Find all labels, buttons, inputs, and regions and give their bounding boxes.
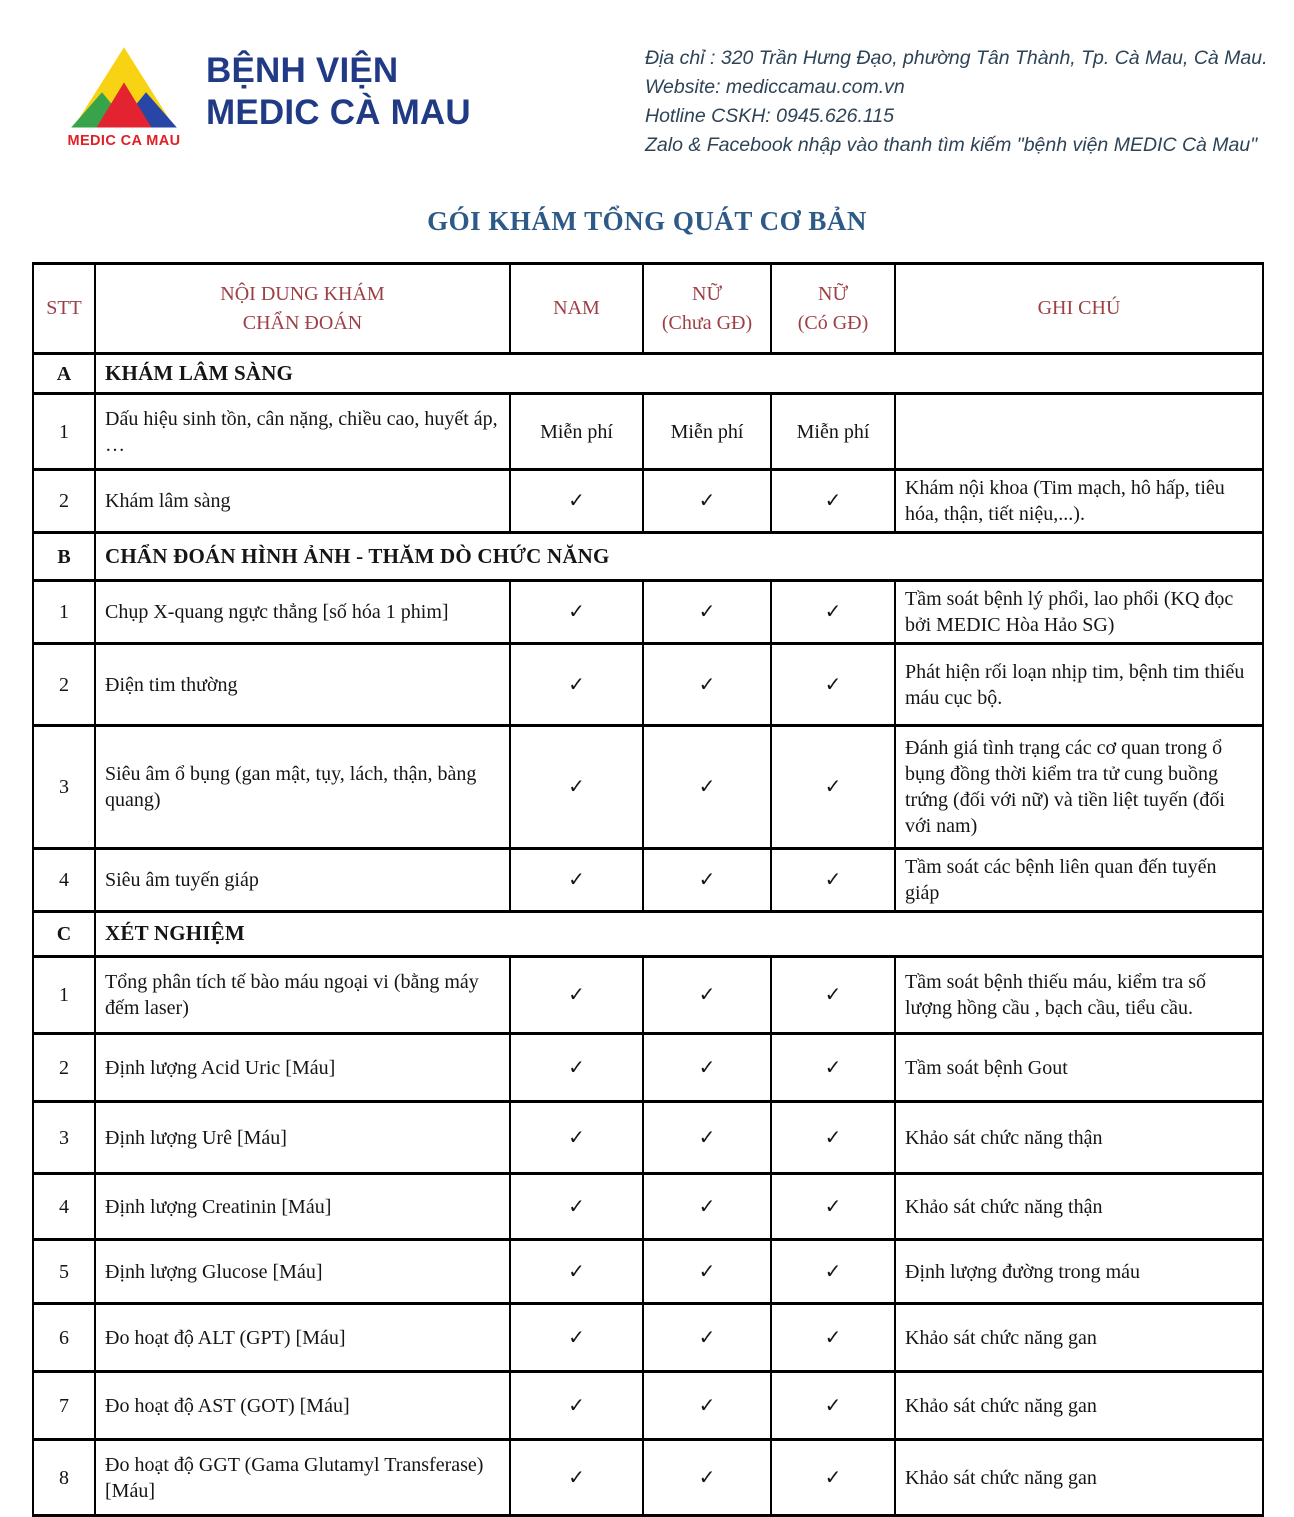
nu-married-cell: ✓ xyxy=(771,1174,895,1240)
nu-single-cell: ✓ xyxy=(643,1240,771,1304)
nam-cell: ✓ xyxy=(510,1372,643,1440)
stt-cell: 6 xyxy=(33,1304,95,1372)
table-row xyxy=(33,1034,1263,1102)
nu-married-cell: ✓ xyxy=(771,470,895,533)
note-cell: Khảo sát chức năng gan xyxy=(895,1440,1263,1516)
nu-married-cell: ✓ xyxy=(771,1372,895,1440)
stt-cell: 4 xyxy=(33,849,95,912)
note-cell: Khảo sát chức năng gan xyxy=(895,1304,1263,1372)
section-letter: A xyxy=(33,354,95,394)
section-row xyxy=(33,533,1263,581)
nam-cell: ✓ xyxy=(510,581,643,644)
note-cell: Phát hiện rối loạn nhịp tim, bệnh tim thiếu máu cục bộ. xyxy=(895,644,1263,726)
table-row xyxy=(33,470,1263,533)
col-header-nu-married xyxy=(771,264,895,354)
nu-married-cell: ✓ xyxy=(771,1240,895,1304)
nam-cell: ✓ xyxy=(510,644,643,726)
nu-married-cell: ✓ xyxy=(771,849,895,912)
nu-married-cell: ✓ xyxy=(771,581,895,644)
content-cell: Khám lâm sàng xyxy=(95,470,510,533)
nu-single-cell: ✓ xyxy=(643,1440,771,1516)
page-title: GÓI KHÁM TỔNG QUÁT CƠ BẢN xyxy=(427,206,867,236)
contact-address: Địa chỉ : 320 Trần Hưng Đạo, phường Tân Thành, Tp. Cà Mau, Cà Mau. xyxy=(645,47,1268,69)
content-cell: Siêu âm tuyến giáp xyxy=(95,849,510,912)
table-row xyxy=(33,726,1263,849)
content-cell: Tổng phân tích tế bào máu ngoại vi (bằng máy đếm laser) xyxy=(95,957,510,1034)
stt-cell: 2 xyxy=(33,470,95,533)
hospital-logo xyxy=(56,46,192,149)
logo-triangle-icon xyxy=(69,46,179,132)
note-cell: Khảo sát chức năng thận xyxy=(895,1174,1263,1240)
table-row xyxy=(33,1304,1263,1372)
nu-single-cell: ✓ xyxy=(643,1304,771,1372)
note-cell: Khám nội khoa (Tim mạch, hô hấp, tiêu hóa, thận, tiết niệu,...). xyxy=(895,470,1263,533)
col-header-nu-single-line1: NỮ xyxy=(692,282,722,305)
stt-cell: 5 xyxy=(33,1240,95,1304)
nam-cell: ✓ xyxy=(510,470,643,533)
stt-cell: 7 xyxy=(33,1372,95,1440)
note-cell: Đánh giá tình trạng các cơ quan trong ổ bụng đồng thời kiểm tra tử cung buồng trứng (đối với nữ) và tiền liệt tuyến (đối với nam) xyxy=(895,726,1263,849)
content-cell: Định lượng Creatinin [Máu] xyxy=(95,1174,510,1240)
nu-married-cell: Miễn phí xyxy=(771,394,895,470)
table-header-row xyxy=(33,264,1263,354)
nu-single-cell: ✓ xyxy=(643,1034,771,1102)
contact-social: Zalo & Facebook nhập vào thanh tìm kiếm "bệnh viện MEDIC Cà Mau" xyxy=(645,134,1258,156)
table-row xyxy=(33,1174,1263,1240)
nu-single-cell: Miễn phí xyxy=(643,394,771,470)
col-header-nam: NAM xyxy=(510,264,643,354)
col-header-nu-married-line2: (Có GĐ) xyxy=(797,311,869,334)
hospital-name-line2: MEDIC CÀ MAU xyxy=(206,93,471,132)
col-header-content-line1: NỘI DUNG KHÁM xyxy=(220,282,385,305)
content-cell: Định lượng Urê [Máu] xyxy=(95,1102,510,1174)
col-header-nu-single xyxy=(643,264,771,354)
table-row xyxy=(33,1102,1263,1174)
stt-cell: 3 xyxy=(33,1102,95,1174)
nu-single-cell: ✓ xyxy=(643,581,771,644)
content-cell: Điện tim thường xyxy=(95,644,510,726)
nu-married-cell: ✓ xyxy=(771,957,895,1034)
col-header-content xyxy=(95,264,510,354)
nu-single-cell: ✓ xyxy=(643,957,771,1034)
content-cell: Đo hoạt độ GGT (Gama Glutamyl Transferase) [Máu] xyxy=(95,1440,510,1516)
section-title: KHÁM LÂM SÀNG xyxy=(95,354,1263,394)
table-row xyxy=(33,1440,1263,1516)
section-row xyxy=(33,912,1263,957)
nu-married-cell: ✓ xyxy=(771,1102,895,1174)
stt-cell: 4 xyxy=(33,1174,95,1240)
nam-cell: ✓ xyxy=(510,957,643,1034)
logo-caption: MEDIC CA MAU xyxy=(67,133,181,149)
table-row xyxy=(33,1240,1263,1304)
note-cell xyxy=(895,394,1263,470)
content-cell: Siêu âm ổ bụng (gan mật, tụy, lách, thận, bàng quang) xyxy=(95,726,510,849)
nu-single-cell: ✓ xyxy=(643,849,771,912)
nu-single-cell: ✓ xyxy=(643,470,771,533)
table-row xyxy=(33,644,1263,726)
note-cell: Tầm soát các bệnh liên quan đến tuyến giáp xyxy=(895,849,1263,912)
col-header-stt: STT xyxy=(33,264,95,354)
stt-cell: 3 xyxy=(33,726,95,849)
contact-hotline: Hotline CSKH: 0945.626.115 xyxy=(645,105,894,127)
nam-cell: ✓ xyxy=(510,1440,643,1516)
nam-cell: ✓ xyxy=(510,1240,643,1304)
table-row xyxy=(33,957,1263,1034)
stt-cell: 1 xyxy=(33,394,95,470)
content-cell: Đo hoạt độ AST (GOT) [Máu] xyxy=(95,1372,510,1440)
hospital-name xyxy=(206,50,471,134)
content-cell: Dấu hiệu sinh tồn, cân nặng, chiều cao, huyết áp, … xyxy=(95,394,510,470)
col-header-content-line2: CHẨN ĐOÁN xyxy=(242,311,363,334)
section-letter: C xyxy=(33,912,95,957)
note-cell: Tầm soát bệnh thiếu máu, kiểm tra số lượng hồng cầu , bạch cầu, tiểu cầu. xyxy=(895,957,1263,1034)
stt-cell: 2 xyxy=(33,1034,95,1102)
content-cell: Đo hoạt độ ALT (GPT) [Máu] xyxy=(95,1304,510,1372)
col-header-nu-married-line1: NỮ xyxy=(818,282,848,305)
col-header-nu-single-line2: (Chưa GĐ) xyxy=(661,311,753,334)
content-cell: Chụp X-quang ngực thẳng [số hóa 1 phim] xyxy=(95,581,510,644)
nam-cell: ✓ xyxy=(510,726,643,849)
nam-cell: Miễn phí xyxy=(510,394,643,470)
nu-married-cell: ✓ xyxy=(771,1440,895,1516)
nu-married-cell: ✓ xyxy=(771,1034,895,1102)
note-cell: Tầm soát bệnh lý phổi, lao phổi (KQ đọc bởi MEDIC Hòa Hảo SG) xyxy=(895,581,1263,644)
note-cell: Khảo sát chức năng gan xyxy=(895,1372,1263,1440)
note-cell: Tầm soát bệnh Gout xyxy=(895,1034,1263,1102)
nam-cell: ✓ xyxy=(510,1174,643,1240)
stt-cell: 2 xyxy=(33,644,95,726)
nam-cell: ✓ xyxy=(510,849,643,912)
hospital-name-line1: BỆNH VIỆN xyxy=(206,51,399,90)
content-cell: Định lượng Acid Uric [Máu] xyxy=(95,1034,510,1102)
table-row xyxy=(33,1372,1263,1440)
stt-cell: 1 xyxy=(33,581,95,644)
section-letter: B xyxy=(33,533,95,581)
nu-married-cell: ✓ xyxy=(771,726,895,849)
table-row xyxy=(33,394,1263,470)
nu-single-cell: ✓ xyxy=(643,644,771,726)
nu-single-cell: ✓ xyxy=(643,1372,771,1440)
section-title: CHẨN ĐOÁN HÌNH ẢNH - THĂM DÒ CHỨC NĂNG xyxy=(95,533,1263,581)
nam-cell: ✓ xyxy=(510,1102,643,1174)
nu-married-cell: ✓ xyxy=(771,1304,895,1372)
table-row xyxy=(33,581,1263,644)
note-cell: Khảo sát chức năng thận xyxy=(895,1102,1263,1174)
nu-single-cell: ✓ xyxy=(643,1102,771,1174)
table-row xyxy=(33,849,1263,912)
note-cell: Định lượng đường trong máu xyxy=(895,1240,1263,1304)
exam-table xyxy=(32,262,1264,1517)
nu-married-cell: ✓ xyxy=(771,644,895,726)
section-title: XÉT NGHIỆM xyxy=(95,912,1263,957)
section-row xyxy=(33,354,1263,394)
contact-website: Website: mediccamau.com.vn xyxy=(645,76,905,98)
nam-cell: ✓ xyxy=(510,1304,643,1372)
nu-single-cell: ✓ xyxy=(643,1174,771,1240)
stt-cell: 8 xyxy=(33,1440,95,1516)
col-header-note: GHI CHÚ xyxy=(895,264,1263,354)
contact-info xyxy=(645,44,1270,160)
content-cell: Định lượng Glucose [Máu] xyxy=(95,1240,510,1304)
nu-single-cell: ✓ xyxy=(643,726,771,849)
nam-cell: ✓ xyxy=(510,1034,643,1102)
stt-cell: 1 xyxy=(33,957,95,1034)
